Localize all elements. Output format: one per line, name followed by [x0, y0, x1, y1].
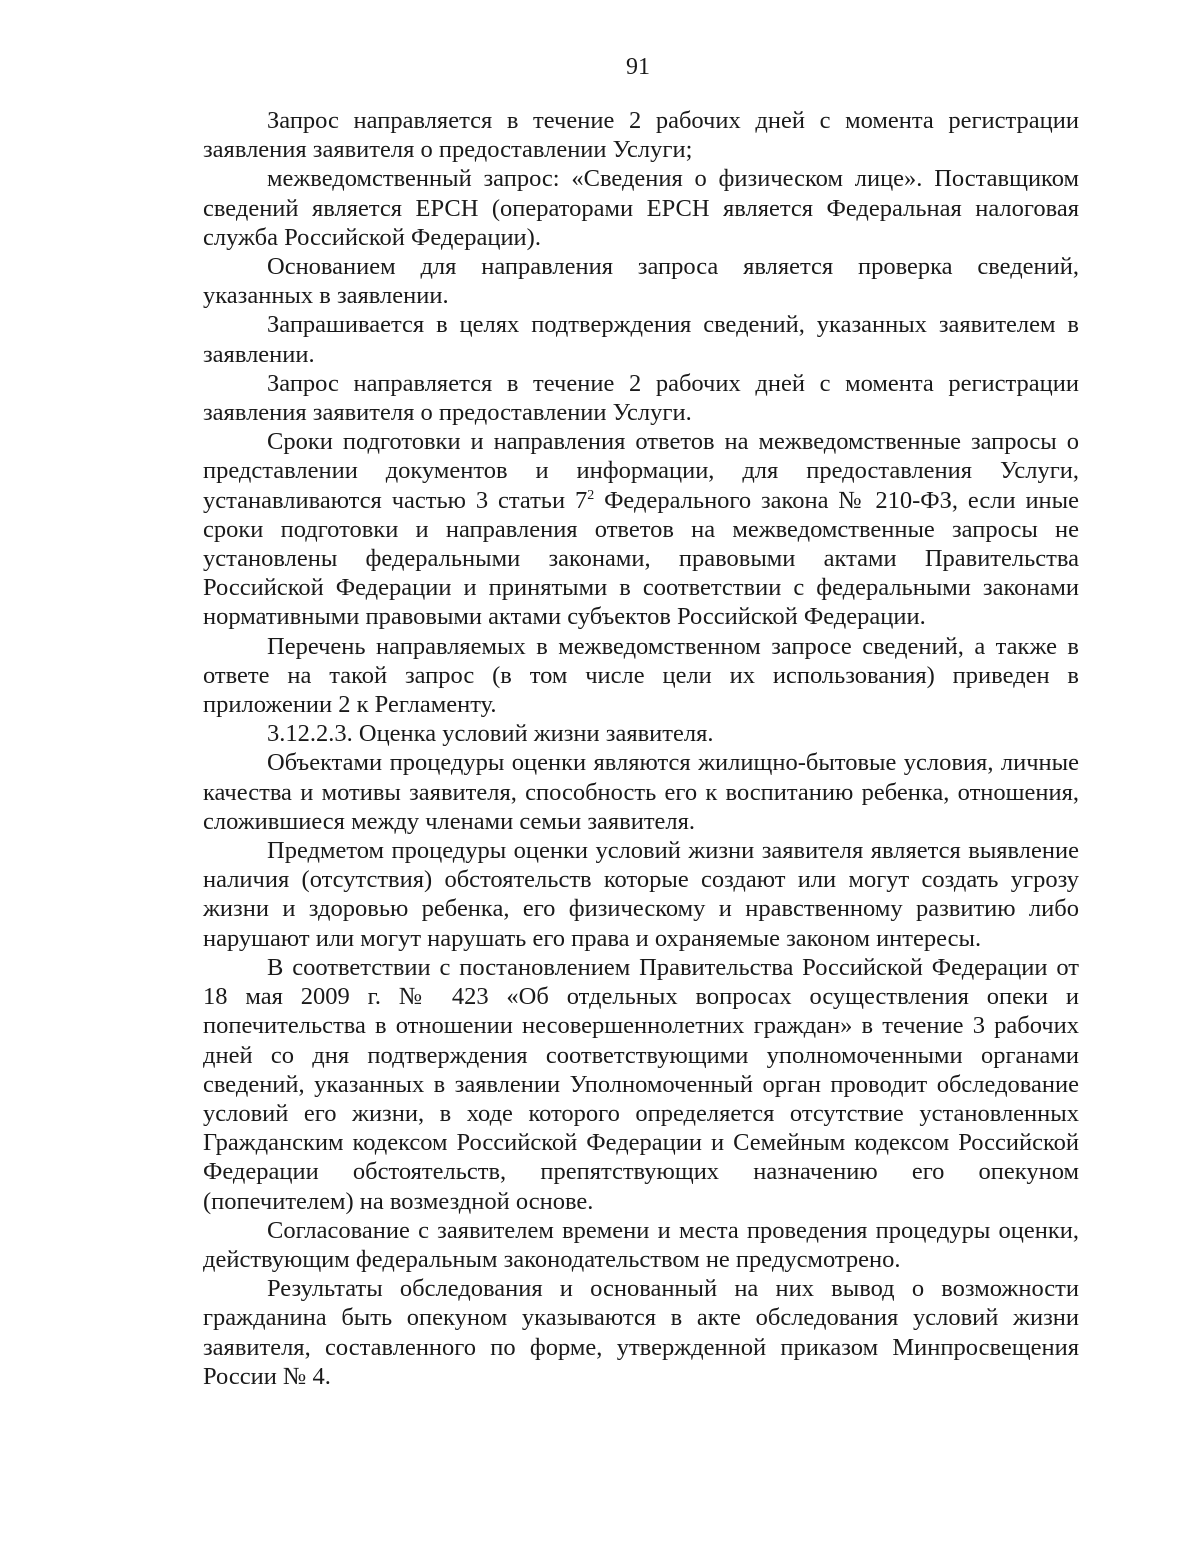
- paragraph: В соответствии с постановлением Правительства Российской Федерации от 18 мая 2009 г. № 423 «Об отдельных вопросах осуществления опеки и попечительства в отношении несовершеннолетних граждан» в течение 3 рабочих дней со дня подтверждения соответствующими уполномоченными органами сведений, указанных в заявлении Уполномоченный орган проводит обследование условий его жизни, в ходе которого определяется отсутствие установленных Гражданским кодексом Российской Федерации и Семейным кодексом Российской Федерации обстоятельств, препятствующих назначению его опекуном (попечителем) на возмездной основе.: [203, 953, 1079, 1215]
- paragraph: Перечень направляемых в межведомственном запросе сведений, а также в ответе на такой запрос (в том числе цели их использования) приведен в приложении 2 к Регламенту.: [203, 632, 1079, 719]
- paragraph: Согласование с заявителем времени и места проведения процедуры оценки, действующим федеральным законодательством не предусмотрено.: [203, 1216, 1079, 1273]
- paragraph: Результаты обследования и основанный на них вывод о возможности гражданина быть опекуном указываются в акте обследования условий жизни заявителя, составленного по форме, утвержденной приказом Минпросвещения России № 4.: [203, 1275, 1079, 1390]
- paragraph: Объектами процедуры оценки являются жилищно-бытовые условия, личные качества и мотивы заявителя, способность его к воспитанию ребенка, отношения, сложившиеся между членами семьи заявителя.: [203, 749, 1079, 835]
- section-heading: 3.12.2.3. Оценка условий жизни заявителя.: [267, 720, 714, 748]
- page-number: 91: [626, 54, 650, 80]
- paragraph: межведомственный запрос: «Сведения о физическом лице». Поставщиком сведений является ЕРСН (операторами ЕРСН является Федеральная налоговая служба Российской Федерации).: [203, 165, 1079, 251]
- document-body: [203, 106, 1079, 1391]
- paragraph: Запрашивается в целях подтверждения сведений, указанных заявителем в заявлении.: [203, 311, 1079, 368]
- paragraph: Предметом процедуры оценки условий жизни заявителя является выявление наличия (отсутствия) обстоятельств которые создают или могут создать угрозу жизни и здоровью ребенка, его физическому и нравственному развитию либо нарушают или могут нарушать его права и охраняемые законом интересы.: [203, 837, 1079, 952]
- paragraph: Запрос направляется в течение 2 рабочих дней с момента регистрации заявления заявителя о предоставлении Услуги;: [203, 107, 1079, 164]
- paragraph-with-superscript: [203, 427, 1079, 631]
- paragraph: Основанием для направления запроса является проверка сведений, указанных в заявлении.: [203, 253, 1079, 310]
- paragraph: Запрос направляется в течение 2 рабочих дней с момента регистрации заявления заявителя о предоставлении Услуги.: [203, 369, 1079, 427]
- paragraph-text-before: Сроки подготовки и направления ответов на межведомственные запросы о представлении документов и информации, для предоставления Услуги, устанавливаются частью 3 статьи 7: [203, 428, 1079, 514]
- paragraph-text-after: Федерального закона № 210-ФЗ, если иные сроки подготовки и направления ответов на межведомственные запросы не установлены федеральными законами, правовыми актами Правительства Российской Федерации и принятыми в соответствии с федеральными законами нормативными правовыми актами субъектов Российской Федерации.: [203, 486, 1079, 631]
- superscript: 2: [587, 487, 595, 503]
